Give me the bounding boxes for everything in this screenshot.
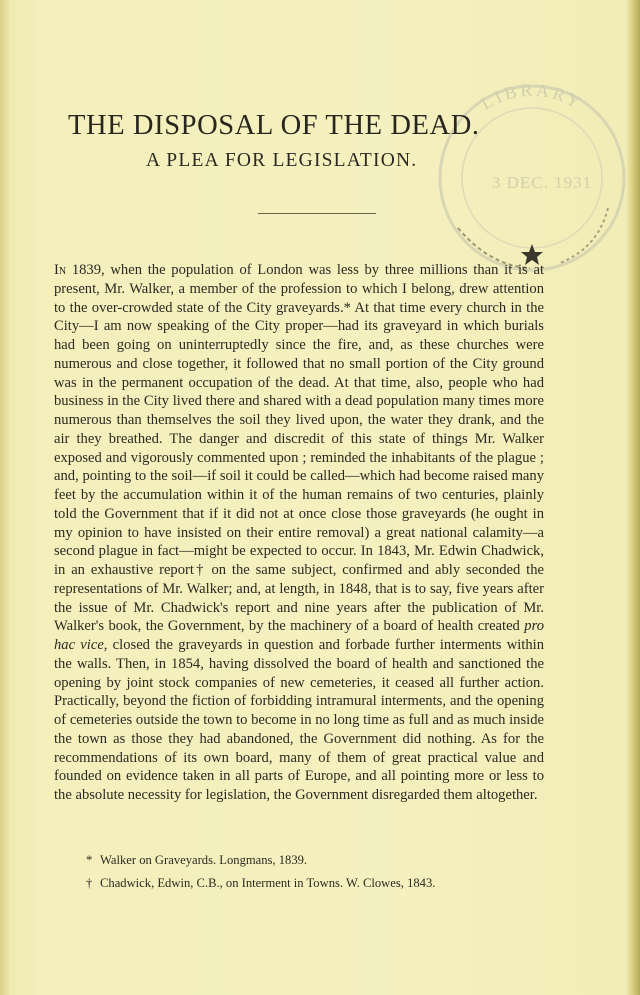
body-paragraph xyxy=(54,261,544,805)
page-title: THE DISPOSAL OF THE DEAD. xyxy=(68,110,480,141)
page-edge-left xyxy=(0,0,9,995)
body-text-italic: pro hac vice xyxy=(54,618,544,653)
library-stamp xyxy=(430,78,635,278)
body-text-part2: , closed the graveyards in question and forbade further interments within the walls. Then, in 1854, having dissolved the board of health and sanctioned the opening by joint stock companies of new cemeteries, it ceased all further action. Practically, beyond the fiction of forbidding intramural interments, and the opening of cemeteries outside the town to become in no long time as full and as much inside the town as those they had abandoned, the Government did nothing. As for the recommendations of its own board, many of them of great practical value and founded on evidence taken in all parts of Europe, and all pointing more or less to the absolute necessity for legislation, the Government disregarded them altogether. xyxy=(54,637,544,803)
footnote-2 xyxy=(86,872,556,895)
footnotes xyxy=(86,849,556,895)
footnote-1 xyxy=(86,849,556,872)
title-divider xyxy=(258,213,376,214)
footnote-mark: * xyxy=(86,853,93,867)
body-text-part1: 1839, when the population of London was less by three millions than it is at present, Mr. Walker, a member of the profession to which I belong, drew attention to the over-crowded state of the City graveyards.* At that time every church in the City—I am now speaking of the City proper—had its graveyard in which burials had been going on uninterruptedly since the fire, and, as these churches were numerous and close together, it followed that no small portion of the City ground was in the permanent occupation of the dead. At that time, also, people who had business in the City lived there and shared with a dead population many times more numerous than themselves the soil they lived upon, the water they drank, and the air they breathed. The danger and discredit of this state of things Mr. Walker exposed and vigorously commented upon ; reminded the inhabitants of the plague ; and, pointing to the soil—if soil it could be called—which had become raised many feet by the accumulation within it of the human remains of two centuries, plainly told the Government that if it did not at once close those graveyards (he ought in my opinion to have insisted on their entire removal) a great national calamity—a second plague in fact—might be expected to occur. In 1843, Mr. Edwin Chadwick, in an exhaustive report† on the same subject, confirmed and ably seconded the representations of Mr. Walker; and, at length, in 1848, that is to say, five years after the issue of Mr. Chadwick's report and nine years after the publication of Mr. Walker's book, the Government, by the machinery of a board of health created xyxy=(54,262,544,635)
footnote-mark: † xyxy=(86,876,93,890)
footnote-text: Walker on Graveyards. Longmans, 1839. xyxy=(100,853,308,867)
footnote-text: Chadwick, Edwin, C.B., on Interment in Towns. W. Clowes, 1843. xyxy=(100,876,436,890)
page-subtitle: A PLEA FOR LEGISLATION. xyxy=(146,150,418,171)
stamp-top-text: LIBRARY xyxy=(477,79,587,114)
stamp-date-text: 3 DEC. 1931 xyxy=(491,173,593,192)
lead-word: In xyxy=(54,262,67,278)
